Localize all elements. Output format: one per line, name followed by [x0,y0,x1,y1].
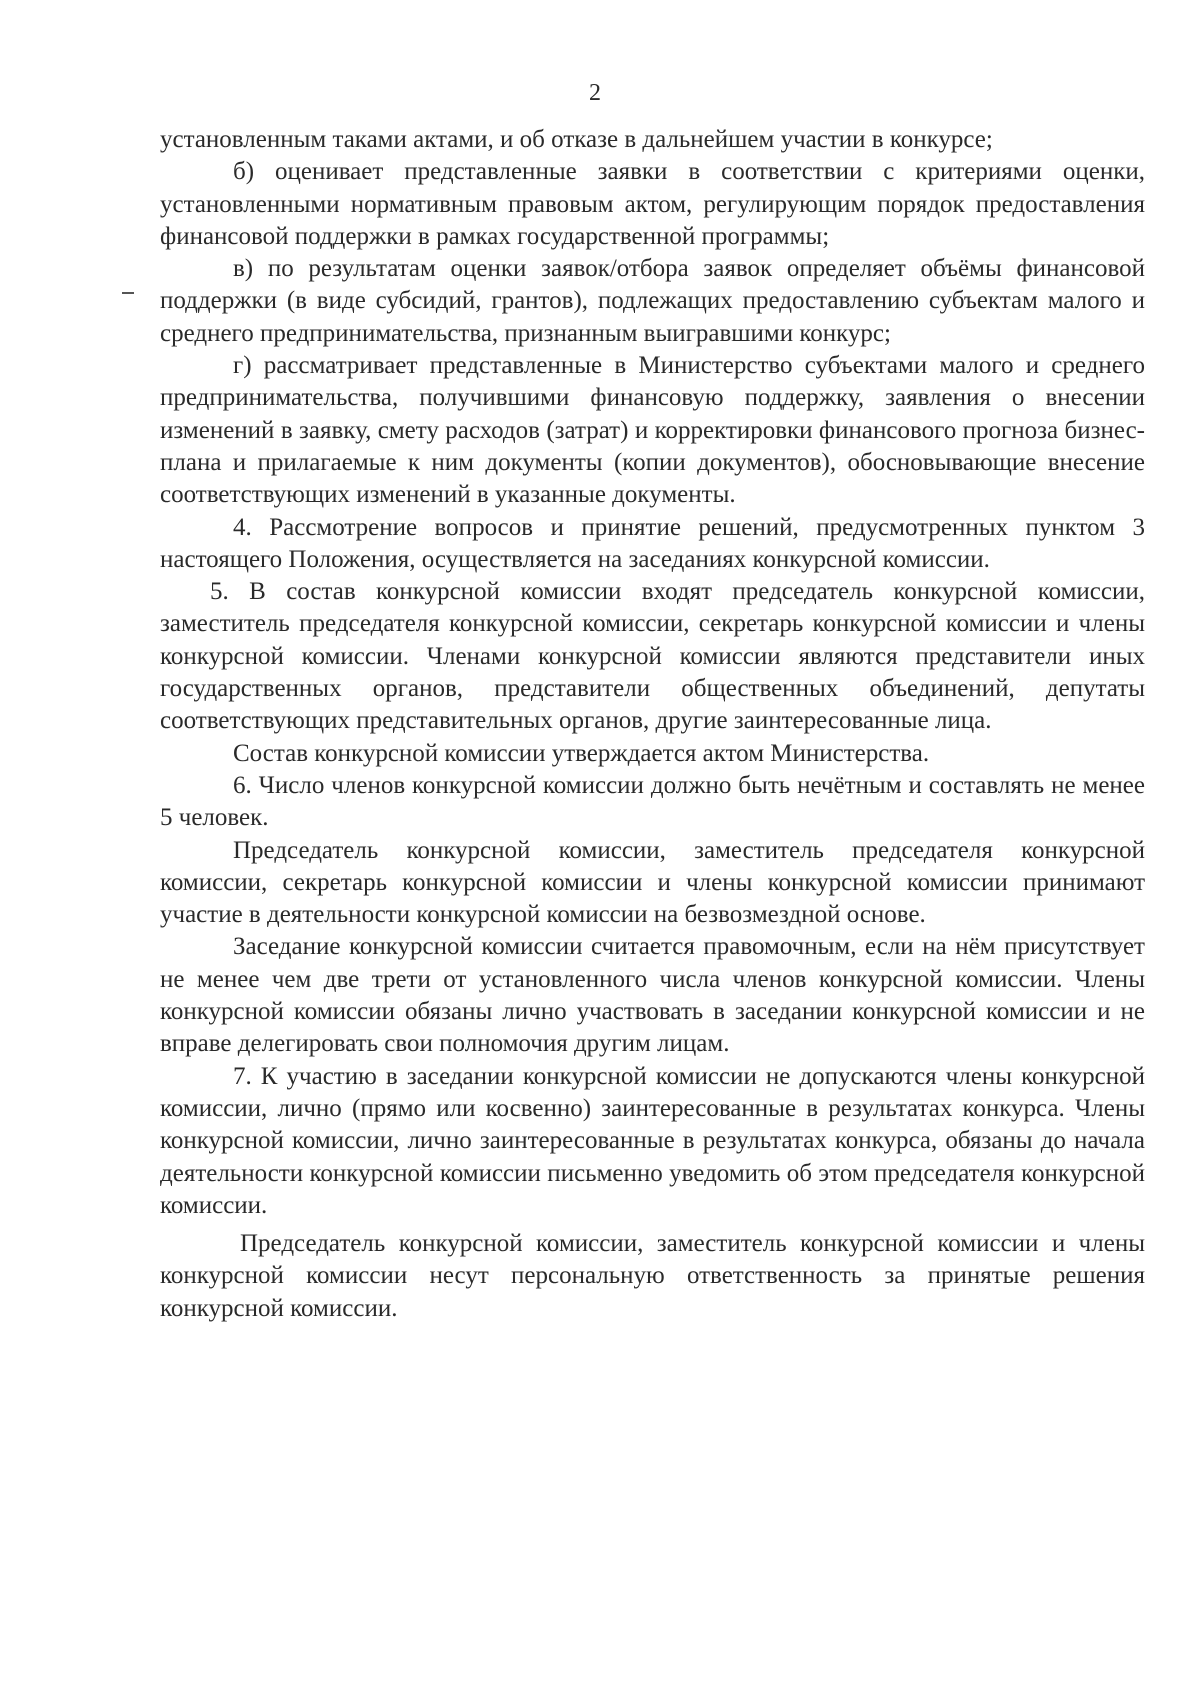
paragraph-continuation: установленным таками актами, и об отказе в дальнейшем участии в конкурсе; [160,126,993,153]
paragraph-item-v: в) по результатам оценки заявок/отбора заявок определяет объёмы финансовой поддержки (в виде субсидий, грантов), подлежащих предоставлению субъектам малого и среднего предпринимательства, признанным выигравшими конкурс; [160,255,1145,347]
paragraph-clause-4: 4. Рассмотрение вопросов и принятие решений, предусмотренных пунктом 3 настоящего Положения, осуществляется на заседаниях конкурсной комиссии. [160,513,1145,573]
paragraph-clause-7: 7. К участию в заседании конкурсной комиссии не допускаются члены конкурсной комиссии, лично (прямо или косвенно) заинтересованные в результатах конкурса. Члены конкурсной комиссии, лично заинтересованные в результатах конкурса, обязаны до начала деятельности конкурсной комиссии письменно уведомить об этом председателя конкурсной комиссии. [160,1062,1145,1219]
paragraph-clause-5: 5. В состав конкурсной комиссии входят председатель конкурсной комиссии, заместитель председателя конкурсной комиссии, секретарь конкурсной комиссии и члены конкурсной комиссии. Членами конкурсной комиссии являются представители иных государственных органов, представители общественных объединений, депутаты соответствующих представительных органов, другие заинтересованные лица. [160,578,1145,735]
paragraph-clause-6: 6. Число членов конкурсной комиссии должно быть нечётным и составлять не менее 5 человек. [160,771,1145,832]
paragraph-responsibility: Председатель конкурсной комиссии, заместитель конкурсной комиссии и члены конкурсной комиссии несут персональную ответственность за принятые решения конкурсной комиссии. [160,1230,1145,1322]
scan-mark [122,292,134,294]
page-number: 2 [589,80,601,106]
paragraph-free-of-charge: Председатель конкурсной комиссии, заместитель председателя конкурсной комиссии, секретарь конкурсной комиссии и члены конкурсной комиссии принимают участие в деятельности конкурсной комиссии на безвозмездной основе. [160,836,1145,929]
paragraph-item-g: г) рассматривает представленные в Министерство субъектами малого и среднего предпринимательства, получившими финансовую поддержку, заявления о внесении изменений в заявку, смету расходов (затрат) и корректировки финансового прогноза бизнес-плана и прилагаемые к ним документы (копии документов), обосновывающие внесение соответствующих изменений в указанные документы. [160,352,1145,509]
paragraph-quorum: Заседание конкурсной комиссии считается правомочным, если на нём присутствует не менее чем две трети от установленного числа членов конкурсной комиссии. Члены конкурсной комиссии обязаны лично участвовать в заседании конкурсной комиссии и не вправе делегировать свои полномочия другим лицам. [160,933,1145,1058]
paragraph-commission-composition: Состав конкурсной комиссии утверждается актом Министерства. [233,739,930,767]
document-body [160,124,1145,1325]
paragraph-item-b: б) оценивает представленные заявки в соответствии с критериями оценки, установленными нормативным правовым актом, регулирующим порядок предоставления финансовой поддержки в рамках государственной программы; [160,158,1145,250]
